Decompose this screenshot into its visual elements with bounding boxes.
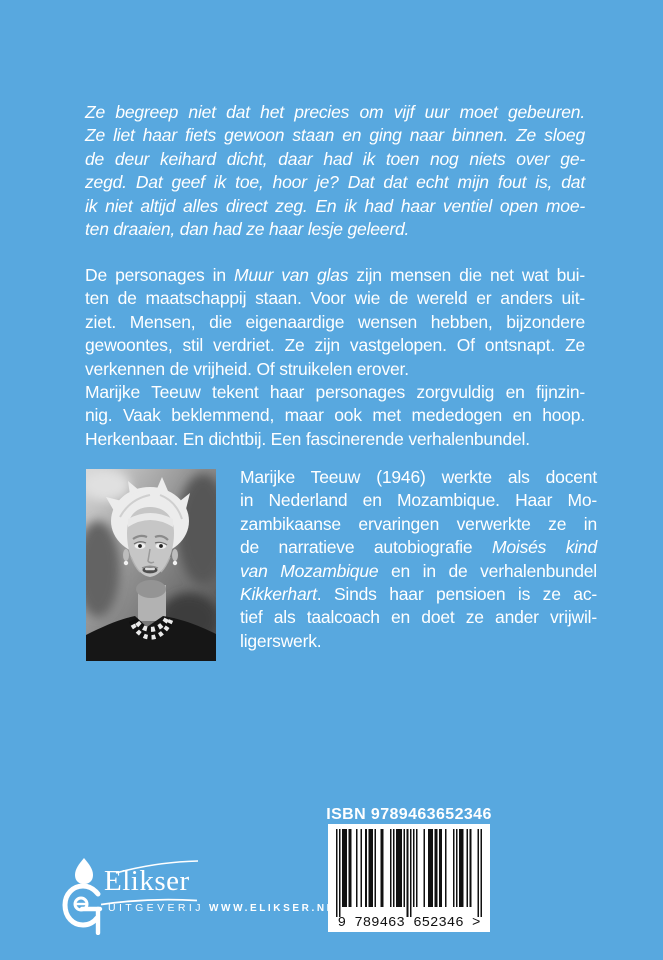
blurb-line	[85, 264, 585, 287]
bio-line: in Nederland en Mozambique. Haar Mo-	[240, 490, 597, 511]
bio-line: ligerswerk.	[240, 630, 322, 651]
barcode	[328, 824, 490, 932]
bio-text: de narratieve autobiografie	[240, 537, 492, 558]
barcode-digits: 9 789463 652346 >	[337, 915, 481, 931]
bio-line	[240, 560, 597, 583]
blurb-line: ten de maatschappij staan. Voor wie de wereld er anders uit-	[85, 288, 585, 309]
bio-line: tief als taalcoach en doet ze ander vrijwil-	[240, 607, 597, 628]
bio-line: zambikaanse ervaringen verwerkte ze in	[240, 513, 597, 534]
blurb-line: verkennen de vrijheid. Of struikelen erover.	[85, 358, 409, 379]
bio-line	[240, 536, 597, 559]
blurb-line: gewoontes, stil verdriet. Ze zijn vastgelopen. Of ontsnapt. Ze	[85, 335, 585, 356]
author-photo	[86, 469, 216, 661]
publisher-type: UITGEVERIJ	[108, 902, 204, 914]
blurb-text: zijn mensen die net wat bui-	[348, 265, 585, 285]
blurb-text: De personages in	[85, 265, 235, 285]
blurb-line: Herkenbaar. En dichtbij. Een fascinerende verhalenbundel.	[85, 428, 530, 449]
blurb-block	[85, 264, 585, 451]
barcode-bars	[336, 829, 482, 917]
book-title-kikkerhart: Kikkerhart	[240, 583, 317, 604]
bio-line: Marijke Teeuw (1946) werkte als docent	[240, 467, 597, 487]
author-bio-block	[240, 466, 597, 653]
book-title-muur-van-glas: Muur van glas	[234, 265, 349, 285]
excerpt-line: Ze begreep niet dat het precies om vijf uur moet gebeuren.	[85, 102, 585, 122]
blurb-line: nig. Vaak beklemmend, maar ook met mededogen en hoop.	[85, 405, 585, 426]
publisher-website: WWW.ELIKSER.NL	[209, 903, 336, 914]
bio-text: . Sinds haar pensioen is ze ac-	[316, 583, 597, 604]
publisher-logo-icon	[62, 857, 106, 935]
blurb-line: ziet. Mensen, die eigenaardige wensen hebben, bijzondere	[85, 311, 585, 332]
excerpt-block	[85, 101, 585, 241]
excerpt-line: Ze liet haar fiets gewoon staan en ging naar binnen. Ze sloeg	[85, 125, 585, 146]
excerpt-line: ten draaien, dan had ze haar lesje geleerd.	[85, 218, 410, 239]
excerpt-line: de deur keihard dicht, daar had ik toen nog niets over ge-	[85, 148, 585, 169]
blurb-line: Marijke Teeuw tekent haar personages zorgvuldig en fijnzin-	[85, 381, 585, 402]
bio-line	[240, 583, 597, 606]
publisher-name: Elikser	[104, 865, 190, 897]
book-title-moises: van Mozambique	[240, 560, 379, 581]
excerpt-line: zegd. Dat geef ik toe, hoor je? Dat dat echt mijn fout is, dat	[85, 172, 585, 193]
isbn-label: ISBN 9789463652346	[326, 806, 492, 823]
excerpt-line: ik niet altijd alles direct zeg. En ik had haar ventiel open moe-	[85, 195, 585, 216]
bio-text: en in de verhalenbundel	[378, 560, 597, 581]
book-title-moises: Moisés kind	[491, 537, 597, 558]
